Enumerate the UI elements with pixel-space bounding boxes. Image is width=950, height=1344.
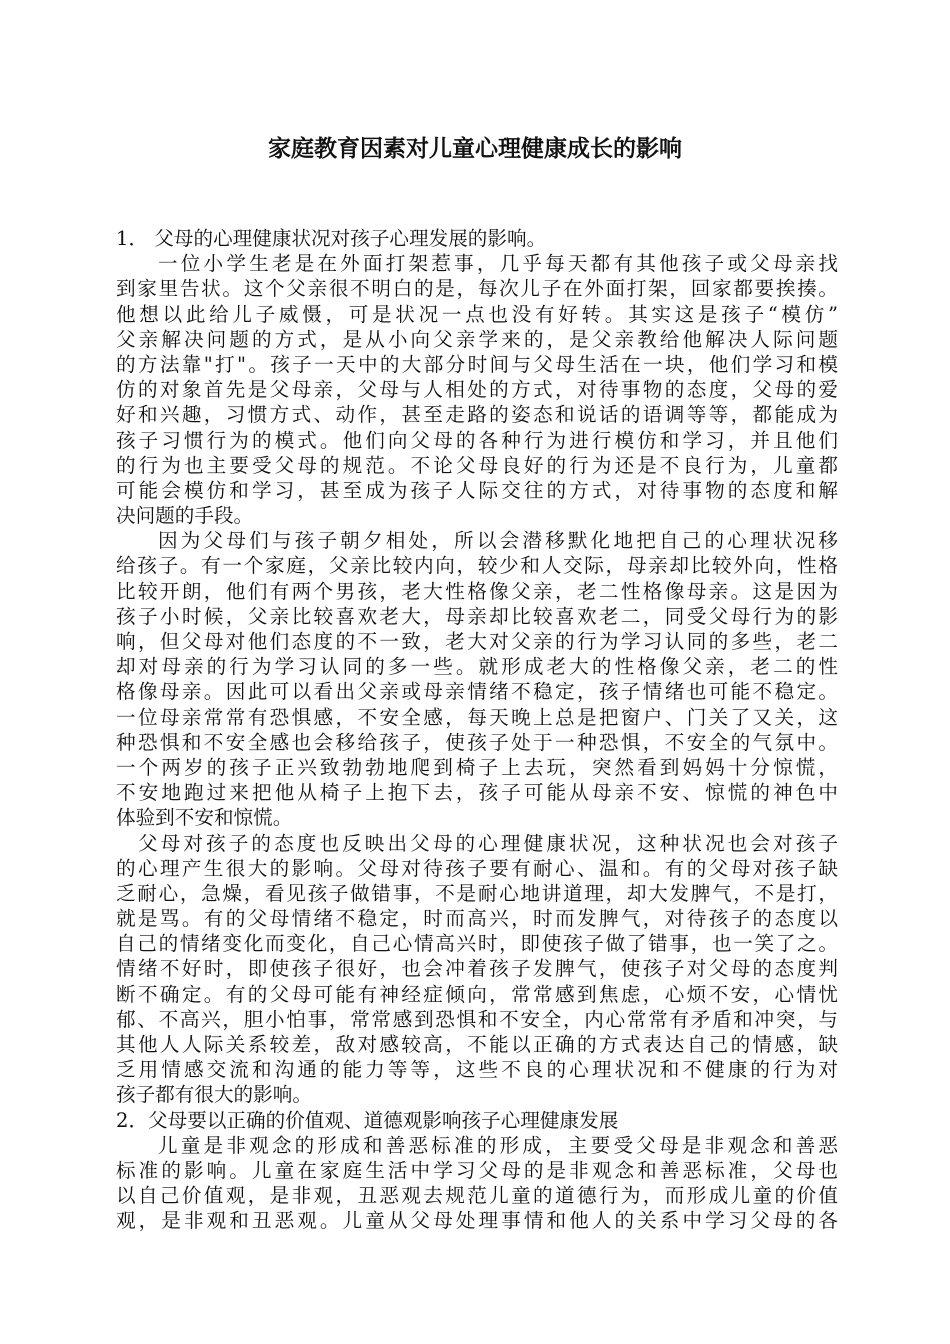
paragraph-line: 的心理产生很大的影响。父母对待孩子要有耐心、温和。有的父母对孩子缺: [116, 856, 838, 880]
paragraph-line: 到家里告状。这个父亲很不明白的是，每次儿子在外面打架，回家都要挨揍。: [116, 277, 838, 301]
document-body: [116, 226, 838, 1234]
paragraph-line: 一位小学生老是在外面打架惹事，几乎每天都有其他孩子或父母亲找: [158, 252, 838, 276]
paragraph-line: 格像母亲。因此可以看出父亲或母亲情绪不稳定，孩子情绪也可能不稳定。: [116, 680, 838, 704]
section-heading: 2．父母要以正确的价值观、道德观影响孩子心理健康发展: [116, 1108, 619, 1132]
paragraph-line: 郁、不高兴，胆小怕事，常常感到恐惧和不安全，内心常常有矛盾和冲突，与: [116, 1007, 838, 1031]
paragraph-line: 他想以此给儿子威慑，可是状况一点也没有好转。其实这是孩子“模仿”: [116, 302, 838, 326]
paragraph-line: 孩子都有很大的影响。: [116, 1083, 312, 1107]
paragraph-line: 父亲解决问题的方式，是从小向父亲学来的，是父亲教给他解决人际问题: [116, 327, 838, 351]
paragraph-line: 以自己价值观，是非观，丑恶观去规范儿童的道德行为，而形成儿童的价值: [116, 1184, 838, 1208]
paragraph-line: 孩子习惯行为的模式。他们向父母的各种行为进行模仿和学习，并且他们: [116, 428, 838, 452]
paragraph-line: 情绪不好时，即使孩子很好，也会冲着孩子发脾气，使孩子对父母的态度判: [116, 957, 838, 981]
paragraph-line: 种恐惧和不安全感也会移给孩子，使孩子处于一种恐惧，不安全的气氛中。: [116, 730, 838, 754]
paragraph-line: 观，是非观和丑恶观。儿童从父母处理事情和他人的关系中学习父母的各: [116, 1209, 838, 1233]
paragraph-line: 却对母亲的行为学习认同的多一些。就形成老大的性格像父亲，老二的性: [116, 655, 838, 679]
paragraph-line: 断不确定。有的父母可能有神经症倾向，常常感到焦虑，心烦不安，心情忧: [116, 982, 838, 1006]
paragraph-line: 决问题的手段。: [116, 504, 254, 528]
paragraph-line: 自己的情绪变化而变化，自己心情高兴时，即使孩子做了错事，也一笑了之。: [116, 932, 838, 956]
paragraph-line: 其他人人际关系较差，敌对感较高，不能以正确的方式表达自己的情感，缺: [116, 1033, 838, 1056]
paragraph-line: 一位母亲常常有恐惧感，不安全感，每天晚上总是把窗户、门关了又关，这: [116, 705, 838, 729]
paragraph-line: 的行为也主要受父母的规范。不论父母良好的行为还是不良行为，儿童都: [116, 453, 838, 477]
paragraph-line: 给孩子。有一个家庭，父亲比较内向，较少和人交际，母亲却比较外向，性格: [116, 554, 838, 578]
paragraph-line: 乏用情感交流和沟通的能力等等，这些不良的心理状况和不健康的行为对: [116, 1058, 838, 1082]
paragraph-line: 不安地跑过来把他从椅子上抱下去，孩子可能从母亲不安、惊慌的神色中: [116, 781, 838, 805]
paragraph-line: 乏耐心，急燥，看见孩子做错事，不是耐心地讲道理，却大发脾气，不是打，: [116, 881, 838, 905]
paragraph-line: 仿的对象首先是父母亲，父母与人相处的方式，对待事物的态度，父母的爱: [116, 378, 838, 402]
paragraph-line: 的方法靠"打"。孩子一天中的大部分时间与父母生活在一块，他们学习和模: [116, 352, 838, 376]
paragraph-line: 孩子小时候，父亲比较喜欢老大，母亲却比较喜欢老二，同受父母行为的影: [116, 604, 838, 628]
paragraph-line: 一个两岁的孩子正兴致勃勃地爬到椅子上去玩，突然看到妈妈十分惊慌，: [116, 755, 838, 779]
paragraph-line: 体验到不安和惊慌。: [116, 806, 293, 830]
paragraph-line: 好和兴趣，习惯方式、动作，甚至走路的姿态和说话的语调等等，都能成为: [116, 403, 838, 427]
paragraph-line: 标准的影响。儿童在家庭生活中学习父母的是非观念和善恶标准，父母也: [116, 1158, 838, 1182]
paragraph-line: 响，但父母对他们态度的不一致，老大对父亲的行为学习认同的多些，老二: [116, 630, 838, 653]
section-heading: 1． 父母的心理健康状况对孩子心理发展的影响。: [116, 227, 547, 250]
paragraph-line: 父母对孩子的态度也反映出父母的心理健康状况，这种状况也会对孩子: [138, 831, 838, 855]
paragraph-line: 比较开朗，他们有两个男孩，老大性格像父亲，老二性格像母亲。这是因为: [116, 579, 838, 603]
paragraph-line: 因为父母们与孩子朝夕相处，所以会潜移默化地把自己的心理状况移: [158, 529, 838, 553]
paragraph-line: 可能会模仿和学习，甚至成为孩子人际交往的方式，对待事物的态度和解: [116, 478, 838, 502]
paragraph-line: 儿童是非观念的形成和善恶标准的形成，主要受父母是非观念和善恶: [158, 1133, 838, 1157]
document-title: 家庭教育因素对儿童心理健康成长的影响: [268, 135, 682, 162]
paragraph-line: 就是骂。有的父母情绪不稳定，时而高兴，时而发脾气，对待孩子的态度以: [116, 907, 838, 931]
